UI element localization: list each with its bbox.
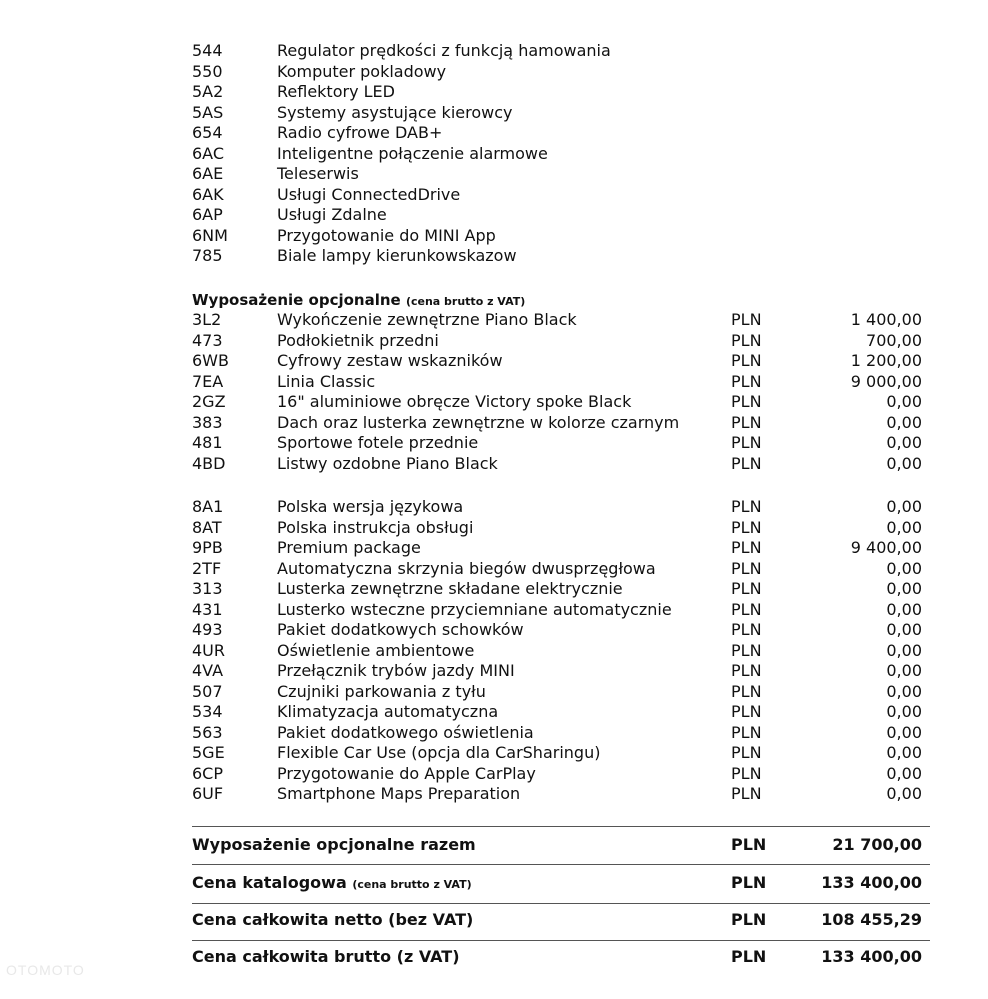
item-row <box>192 123 922 143</box>
item-row <box>192 641 922 661</box>
item-code: 383 <box>192 412 223 432</box>
item-code: 654 <box>192 123 223 142</box>
item-row <box>192 559 922 579</box>
item-row <box>192 62 922 82</box>
item-row <box>192 723 922 743</box>
item-description: Radio cyfrowe DAB+ <box>277 123 443 142</box>
item-description: Komputer pokladowy <box>277 61 447 81</box>
item-amount: 0,00 <box>886 558 922 578</box>
item-row <box>192 579 922 599</box>
item-code: 6WB <box>192 351 229 370</box>
item-code: 6AC <box>192 143 225 163</box>
item-code: 3L2 <box>192 310 222 329</box>
item-currency: PLN <box>731 453 762 473</box>
item-currency: PLN <box>731 392 762 411</box>
item-row <box>192 620 922 640</box>
item-row <box>192 702 922 722</box>
item-amount: 700,00 <box>866 330 922 350</box>
item-amount: 0,00 <box>886 743 922 762</box>
item-currency: PLN <box>731 784 762 803</box>
item-currency: PLN <box>731 743 762 762</box>
item-description: Lusterko wsteczne przyciemniane automatycznie <box>277 599 672 619</box>
item-description: Lusterka zewnętrzne składane elektrycznie <box>277 579 623 598</box>
item-description: Dach oraz lusterka zewnętrzne w kolorze czarnym <box>277 412 680 432</box>
item-amount: 0,00 <box>886 661 922 680</box>
item-row <box>192 497 922 517</box>
watermark: OTOMOTO <box>6 962 85 978</box>
total-label-text: Wyposażenie opcjonalne razem <box>192 835 476 854</box>
item-row <box>192 41 922 61</box>
item-row <box>192 764 922 784</box>
item-currency: PLN <box>731 599 762 619</box>
item-row <box>192 310 922 330</box>
total-label-text: Cena całkowita brutto (z VAT) <box>192 947 460 966</box>
item-amount: 1 400,00 <box>850 310 922 329</box>
item-code: 5GE <box>192 743 225 762</box>
item-currency: PLN <box>731 620 762 639</box>
item-description: Premium package <box>277 538 421 557</box>
item-currency: PLN <box>731 763 762 783</box>
item-description: Smartphone Maps Preparation <box>277 784 521 803</box>
item-currency: PLN <box>731 371 762 391</box>
item-code: 6AE <box>192 164 224 183</box>
item-amount: 9 000,00 <box>850 371 922 391</box>
item-row <box>192 185 922 205</box>
item-code: 8AT <box>192 517 222 537</box>
item-row <box>192 103 922 123</box>
item-amount: 0,00 <box>886 640 922 660</box>
item-row <box>192 600 922 620</box>
separator-line <box>192 864 930 865</box>
item-row <box>192 164 922 184</box>
item-description: Automatyczna skrzynia biegów dwusprzęgłowa <box>277 558 656 578</box>
item-row <box>192 433 922 453</box>
item-description: Cyfrowy zestaw wskazników <box>277 351 503 370</box>
total-row <box>192 908 922 932</box>
total-row <box>192 871 922 895</box>
total-label-text: Cena katalogowa <box>192 873 347 892</box>
item-amount: 0,00 <box>886 412 922 432</box>
total-row <box>192 945 922 969</box>
item-currency: PLN <box>731 517 762 537</box>
item-description: Sportowe fotele przednie <box>277 433 479 452</box>
item-description: Przygotowanie do Apple CarPlay <box>277 763 536 783</box>
item-currency: PLN <box>731 330 762 350</box>
item-amount: 0,00 <box>886 681 922 701</box>
item-description: Listwy ozdobne Piano Black <box>277 453 498 473</box>
total-amount: 21 700,00 <box>832 835 922 854</box>
item-currency: PLN <box>731 497 762 516</box>
item-row <box>192 205 922 225</box>
item-code: 2GZ <box>192 392 226 411</box>
item-code: 5A2 <box>192 82 224 101</box>
item-currency: PLN <box>731 681 762 701</box>
item-code: 6CP <box>192 763 223 783</box>
item-description: Polska instrukcja obsługi <box>277 517 474 537</box>
total-label <box>192 908 473 932</box>
item-code: 431 <box>192 599 223 619</box>
item-row <box>192 226 922 246</box>
item-description: Systemy asystujące kierowcy <box>277 102 513 122</box>
item-code: 550 <box>192 61 223 81</box>
item-code: 493 <box>192 620 223 639</box>
item-currency: PLN <box>731 538 762 557</box>
item-row <box>192 682 922 702</box>
item-currency: PLN <box>731 661 762 680</box>
total-currency: PLN <box>731 910 767 929</box>
optional-equipment-heading <box>192 290 525 312</box>
item-amount: 9 400,00 <box>850 538 922 557</box>
item-row <box>192 144 922 164</box>
item-code: 507 <box>192 681 223 701</box>
item-code: 4VA <box>192 661 224 680</box>
item-currency: PLN <box>731 433 762 452</box>
item-description: Teleserwis <box>277 164 359 183</box>
item-currency: PLN <box>731 310 762 329</box>
item-amount: 0,00 <box>886 579 922 598</box>
item-amount: 0,00 <box>886 497 922 516</box>
item-description: Czujniki parkowania z tyłu <box>277 681 486 701</box>
item-currency: PLN <box>731 640 762 660</box>
item-description: Oświetlenie ambientowe <box>277 640 475 660</box>
item-description: Flexible Car Use (opcja dla CarSharingu) <box>277 743 601 762</box>
item-row <box>192 661 922 681</box>
item-code: 5AS <box>192 102 224 122</box>
item-row <box>192 331 922 351</box>
total-row <box>192 833 922 857</box>
total-amount: 133 400,00 <box>821 873 922 892</box>
item-code: 4BD <box>192 453 226 473</box>
item-currency: PLN <box>731 579 762 598</box>
item-description: Usługi ConnectedDrive <box>277 184 461 204</box>
item-amount: 0,00 <box>886 620 922 639</box>
item-row <box>192 538 922 558</box>
item-row <box>192 454 922 474</box>
item-description: Pakiet dodatkowego oświetlenia <box>277 722 534 742</box>
item-code: 313 <box>192 579 223 598</box>
item-row <box>192 518 922 538</box>
item-row <box>192 413 922 433</box>
optional-heading-note: (cena brutto z VAT) <box>405 295 526 308</box>
item-currency: PLN <box>731 558 762 578</box>
item-row <box>192 743 922 763</box>
item-amount: 1 200,00 <box>850 351 922 370</box>
item-amount: 0,00 <box>886 433 922 452</box>
total-label <box>192 945 460 969</box>
separator-line <box>192 903 930 904</box>
item-code: 544 <box>192 41 223 60</box>
total-label-note: (cena brutto z VAT) <box>352 878 472 891</box>
item-description: Przygotowanie do MINI App <box>277 225 496 245</box>
item-code: 9PB <box>192 538 223 557</box>
total-amount: 133 400,00 <box>821 947 922 966</box>
item-amount: 0,00 <box>886 722 922 742</box>
item-currency: PLN <box>731 722 762 742</box>
item-amount: 0,00 <box>886 392 922 411</box>
item-code: 6NM <box>192 225 228 245</box>
item-code: 6UF <box>192 784 224 803</box>
total-currency: PLN <box>731 873 767 892</box>
item-currency: PLN <box>731 702 762 721</box>
item-description: Regulator prędkości z funkcją hamowania <box>277 41 611 60</box>
item-amount: 0,00 <box>886 453 922 473</box>
item-code: 2TF <box>192 558 222 578</box>
item-row <box>192 82 922 102</box>
item-description: Biale lampy kierunkowskazow <box>277 246 517 265</box>
item-amount: 0,00 <box>886 517 922 537</box>
item-row <box>192 372 922 392</box>
item-row <box>192 351 922 371</box>
item-description: Przełącznik trybów jazdy MINI <box>277 661 515 680</box>
item-code: 563 <box>192 722 223 742</box>
item-code: 4UR <box>192 640 226 660</box>
item-description: Inteligentne połączenie alarmowe <box>277 143 548 163</box>
total-label <box>192 871 472 897</box>
item-currency: PLN <box>731 412 762 432</box>
item-description: Wykończenie zewnętrzne Piano Black <box>277 310 577 329</box>
item-amount: 0,00 <box>886 784 922 803</box>
item-description: Polska wersja językowa <box>277 497 464 516</box>
item-row <box>192 392 922 412</box>
item-code: 6AK <box>192 184 224 204</box>
item-code: 785 <box>192 246 223 265</box>
total-amount: 108 455,29 <box>821 910 922 929</box>
item-description: Podłokietnik przedni <box>277 330 439 350</box>
total-currency: PLN <box>731 835 767 854</box>
item-code: 473 <box>192 330 223 350</box>
item-description: Klimatyzacja automatyczna <box>277 702 499 721</box>
item-code: 7EA <box>192 371 224 391</box>
item-description: 16" aluminiowe obręcze Victory spoke Black <box>277 392 632 411</box>
item-amount: 0,00 <box>886 763 922 783</box>
item-description: Reflektory LED <box>277 82 395 101</box>
total-currency: PLN <box>731 947 767 966</box>
separator-line <box>192 826 930 827</box>
item-description: Pakiet dodatkowych schowków <box>277 620 524 639</box>
item-description: Linia Classic <box>277 371 376 391</box>
item-row <box>192 246 922 266</box>
separator-line <box>192 940 930 941</box>
item-currency: PLN <box>731 351 762 370</box>
item-amount: 0,00 <box>886 702 922 721</box>
total-label-text: Cena całkowita netto (bez VAT) <box>192 910 474 929</box>
item-code: 8A1 <box>192 497 224 516</box>
total-label <box>192 833 476 857</box>
item-amount: 0,00 <box>886 599 922 619</box>
item-row <box>192 784 922 804</box>
item-description: Usługi Zdalne <box>277 205 387 224</box>
item-code: 481 <box>192 433 223 452</box>
item-code: 6AP <box>192 205 223 224</box>
optional-heading-title: Wyposażenie opcjonalne <box>192 291 401 309</box>
item-code: 534 <box>192 702 223 721</box>
